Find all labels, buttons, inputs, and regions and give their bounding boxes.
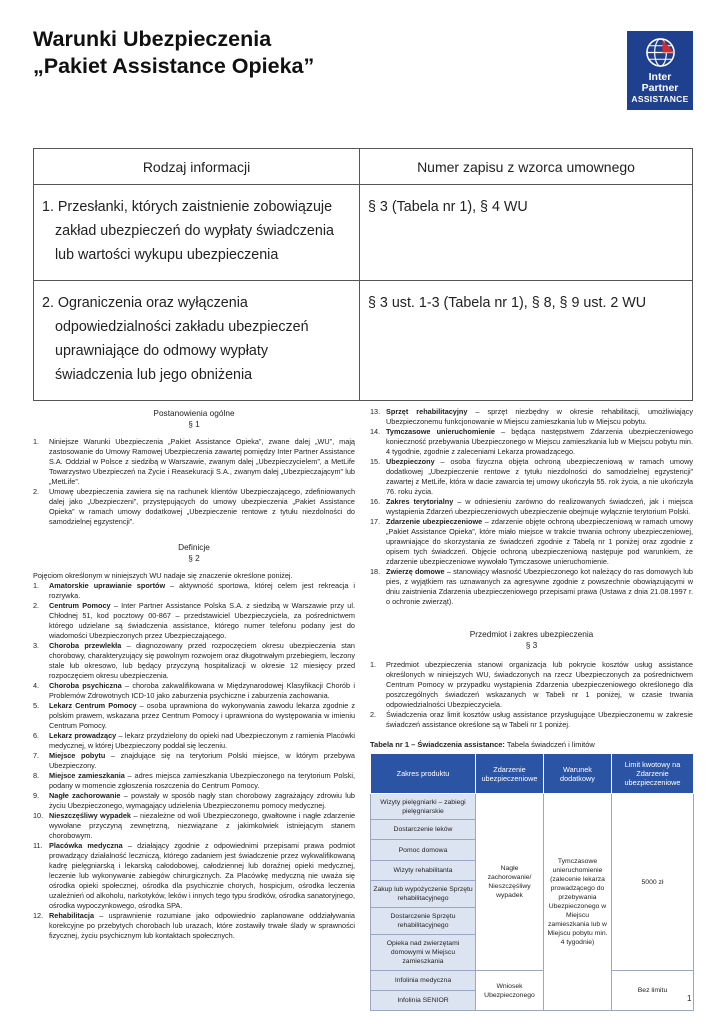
section-2-list bbox=[33, 581, 355, 941]
item-number: 13. bbox=[370, 407, 381, 416]
item-text: – niezależne od woli Ubezpieczonego, gwałtowne i nagłe zdarzenie wywołane przyczyną zewnętrzną, niezwiązane z jakimkolwiek istniejącym stanem chorobowym. bbox=[49, 811, 356, 840]
item-term: Tymczasowe unieruchomienie bbox=[386, 427, 495, 436]
item-number: 2. bbox=[33, 487, 40, 496]
item-term: Zwierzę domowe bbox=[386, 567, 445, 576]
item-term: Choroba przewlekła bbox=[49, 641, 122, 650]
list-item bbox=[33, 437, 355, 487]
list-item bbox=[33, 487, 355, 527]
benefits-header-cell: Zakres produktu bbox=[371, 754, 476, 794]
page-title bbox=[33, 26, 314, 80]
item-number: 4. bbox=[33, 681, 40, 690]
benefit-item: Infolinia SENIOR bbox=[371, 991, 476, 1011]
list-item bbox=[370, 497, 693, 517]
title-line-1: Warunki Ubezpieczenia bbox=[33, 27, 272, 51]
item-term: Centrum Pomocy bbox=[49, 601, 111, 610]
item-text: – Inter Partner Assistance Polska S.A. z siedzibą w Warszawie przy ul. Chłodnej 51, kod pocztowy 00-867 – przedstawiciel Ubezpieczyciela, za pośrednictwem którego udzielane są świadczenia assistance, którego numer telefonu podany jest do wiadomości Ubezpieczonych przez Ubezpieczającego. bbox=[49, 601, 355, 640]
item-number: 6. bbox=[33, 731, 40, 740]
section-2-title: Definicje bbox=[178, 542, 210, 552]
info-row bbox=[34, 185, 693, 281]
table-caption-bold: Tabela nr 1 – Świadczenia assistance: bbox=[370, 740, 505, 749]
item-text: – będąca następstwem Zdarzenia ubezpieczeniowego konieczność przebywania Ubezpieczonego w Miejscu zamieszkania lub w Miejscu pobytu min. 4 tygodnie, zgodnie z zaleceniami Lekarza prowadzącego. bbox=[386, 427, 694, 456]
table-caption-rest: Tabela świadczeń i limitów bbox=[504, 740, 595, 749]
inter-partner-logo bbox=[627, 31, 693, 110]
definitions-continued-list bbox=[370, 407, 693, 607]
item-number: 9. bbox=[33, 791, 40, 800]
item-number: 7. bbox=[33, 751, 40, 760]
info-row-type bbox=[34, 185, 360, 281]
info-line: lub wartości wykupu ubezpieczenia bbox=[55, 247, 279, 263]
info-line: odpowiedzialności zakładu ubezpieczeń bbox=[55, 319, 309, 335]
list-item bbox=[33, 771, 355, 791]
list-item bbox=[370, 427, 693, 457]
item-number: 17. bbox=[370, 517, 381, 526]
item-text: – aktywność sportowa, której celem jest rekreacja i rozrywka. bbox=[49, 581, 355, 600]
item-number: 1. bbox=[33, 581, 40, 590]
benefit-item: Infolinia medyczna bbox=[371, 971, 476, 991]
info-row-ref bbox=[360, 281, 693, 401]
item-term: Zdarzenie ubezpieczeniowe bbox=[386, 517, 483, 526]
benefit-limit: 5000 zł bbox=[612, 794, 694, 971]
list-item bbox=[370, 567, 693, 607]
info-row-ref bbox=[360, 185, 693, 281]
logo-text-assistance: ASSISTANCE bbox=[631, 94, 689, 104]
table-caption bbox=[370, 740, 595, 749]
info-line: 1. Przesłanki, których zaistnienie zobowiązuje bbox=[42, 199, 333, 215]
item-number: 2. bbox=[33, 601, 40, 610]
list-item bbox=[33, 841, 355, 911]
item-number: 5. bbox=[33, 701, 40, 710]
list-item bbox=[370, 517, 693, 567]
item-term: Miejsce pobytu bbox=[49, 751, 106, 760]
section-2-para: § 2 bbox=[188, 553, 200, 563]
benefit-item: Wizyty pielęgniarki – zabiegi pielęgniarskie bbox=[371, 794, 476, 820]
list-item bbox=[33, 701, 355, 731]
info-line: świadczenia lub jego obniżenia bbox=[55, 367, 253, 383]
left-column bbox=[33, 408, 355, 941]
list-item bbox=[33, 911, 355, 941]
item-number: 11. bbox=[33, 841, 43, 850]
item-text: – osoba uprawniona do wykonywania zawodu lekarza zgodnie z polskim prawem, wskazana przez Centrum Pomocy i uprawniona do występowania w imieniu Centrum Pomocy. bbox=[49, 701, 356, 730]
list-item bbox=[33, 751, 355, 771]
benefits-header-cell: Zdarzenie ubezpieczeniowe bbox=[476, 754, 544, 794]
info-ref-text: § 3 ust. 1-3 (Tabela nr 1), § 8, § 9 ust. 2 WU bbox=[368, 295, 647, 311]
item-text: Umowę ubezpieczenia zawiera się na rachunek klientów Ubezpieczającego, zdefiniowanych dalej jako „Ubezpieczeni”, przystępujących do umowy ubezpieczenia „Pakiet Assistance Opieka” w ramach umowy dodatkowej „Ubezpieczenie rentowe z tytułu niezdolności do samodzielnej egzystencji”. bbox=[49, 487, 355, 526]
benefit-item: Pomoc domowa bbox=[371, 840, 476, 861]
benefit-item: Dostarczenie Sprzętu rehabilitacyjnego bbox=[371, 908, 476, 935]
right-column bbox=[370, 407, 693, 730]
benefits-row bbox=[371, 971, 694, 991]
item-text: – choroba zakwalifikowana w Międzynarodowej Klasyfikacji Chorób i Problemów Zdrowotnych ICD-10 jako zaburzenia psychiczne i zaburzenia zachowania. bbox=[49, 681, 355, 700]
benefits-table bbox=[370, 753, 694, 1011]
item-number: 14. bbox=[370, 427, 381, 436]
list-item bbox=[370, 660, 693, 710]
item-number: 1. bbox=[370, 660, 377, 669]
list-item bbox=[370, 457, 693, 497]
info-header-type: Rodzaj informacji bbox=[34, 149, 360, 185]
info-row-type bbox=[34, 281, 360, 401]
item-text: – stanowiący własność Ubezpieczonego kot należący do ras domowych lub pies, z wyjątkiem ras uznawanych za agresywne zgodnie z powszechnie obowiązującymi w dniu zaistnienia Zdarzenia ubezpieczeniowego przepisami prawa (Ustawa z dnia 21.08.1997 r. o ochronie zwierząt). bbox=[386, 567, 693, 606]
section-1-list bbox=[33, 437, 355, 527]
item-text: Przedmiot ubezpieczenia stanowi organizacja lub pokrycie kosztów usług assistance określonych w niniejszych WU, świadczonych na rzecz Ubezpieczonych za pośrednictwem Centrum Pomocy w przypadku wystąpienia Zdarzenia ubezpieczeniowego określonego dla poszczególnych świadczeń wskazanych w Tabeli nr 1 poniżej, w czasie trwania odpowiedzialności Ubezpieczyciela. bbox=[386, 660, 693, 709]
logo-text-inter: Inter bbox=[648, 71, 672, 83]
title-line-2: „Pakiet Assistance Opieka” bbox=[33, 54, 315, 78]
benefit-item: Dostarczenie leków bbox=[371, 820, 476, 840]
benefit-limit: Bez limitu bbox=[612, 971, 694, 1011]
info-line: zakład ubezpieczeń do wypłaty świadczenia bbox=[55, 223, 334, 239]
info-table bbox=[33, 148, 693, 401]
item-number: 1. bbox=[33, 437, 40, 446]
benefits-row bbox=[371, 794, 694, 820]
item-text: – działający zgodnie z odpowiednimi przepisami prawa podmiot prowadzący działalność leczniczą, którego zadaniem jest świadczenie przez wykwalifikowaną kadrę pielęgniarską i lekarską całodobowej, całodziennej lub doraźnej opieki medycznej, leczenie lub wykonywanie zabiegów chirurgicznych. Za Placówkę medyczną nie uważa się ośrodka opieki społecznej, ośrodka dla psychicznie chorych, hospicjum, ośrodka leczenia uzależnień od alkoholu, narkotyków, leków i innych tego typu środków, ośrodka sanatoryjnego, ośrodka wypoczynkowego, ośrodka SPA. bbox=[49, 841, 355, 910]
item-text: Świadczenia oraz limit kosztów usług assistance przysługujące Ubezpieczonemu w zakresie świadczeń assistance określone są w Tabeli nr 1 poniżej. bbox=[386, 710, 693, 729]
item-number: 3. bbox=[33, 641, 40, 650]
item-term: Lekarz Centrum Pomocy bbox=[49, 701, 137, 710]
info-header-ref: Numer zapisu z wzorca umownego bbox=[360, 149, 693, 185]
item-term: Miejsce zamieszkania bbox=[49, 771, 125, 780]
section-3-para: § 3 bbox=[525, 640, 538, 650]
benefit-condition: Tymczasowe unieruchomienie (zalecenie lekarza prowadzącego do przebywania Ubezpieczonego w Miejscu zamieszkania lub w Miejscu pobytu min. 4 tygodnie) bbox=[544, 794, 612, 1011]
item-term: Lekarz prowadzący bbox=[49, 731, 117, 740]
item-text: – znajdujące się na terytorium Polski miejsce, w którym przebywa Ubezpieczony. bbox=[49, 751, 355, 770]
list-item bbox=[33, 811, 355, 841]
item-text: – lekarz przydzielony do opieki nad Ubezpieczonym z ramienia Placówki medycznej, w której Ubezpieczony poddał się leczeniu. bbox=[49, 731, 356, 750]
item-term: Ubezpieczony bbox=[386, 457, 435, 466]
benefits-header-row bbox=[371, 754, 694, 794]
item-text: – osoba fizyczna objęta ochroną ubezpieczeniową w ramach umowy dodatkowej „Ubezpieczenie rentowe z tytułu niezdolności do samodzielnej egzystencji” zawartej z MetLife, która w dacie zawarcia tej umowy ukończyła 55. rok życia, a nie ukończyła 76. roku życia. bbox=[386, 457, 693, 496]
info-line: 2. Ograniczenia oraz wyłączenia bbox=[42, 295, 248, 311]
item-number: 12. bbox=[33, 911, 44, 920]
benefit-item: Wizyty rehabilitanta bbox=[371, 861, 476, 881]
item-term: Nieszczęśliwy wypadek bbox=[49, 811, 131, 820]
item-number: 8. bbox=[33, 771, 40, 780]
info-line: uprawniające do odmowy wypłaty bbox=[55, 343, 268, 359]
item-text: Niniejsze Warunki Ubezpieczenia „Pakiet Assistance Opieka”, zwane dalej „WU”, mają zastosowanie do Umowy Ramowej Ubezpieczenia zawartej pomiędzy Inter Partner Assistance S.A. Oddział w Polsce z siedzibą w Warszawie, zwanym dalej „Ubezpieczycielem”, a MetLife Towarzystwo Ubezpieczeń na Życie i Reasekuracji S.A., zwanym dalej „Ubezpieczającym” lub „MetLife”. bbox=[49, 437, 355, 486]
benefit-item: Zakup lub wypożyczenie Sprzętu rehabilitacyjnego bbox=[371, 881, 476, 908]
benefits-header-cell: Warunek dodatkowy bbox=[544, 754, 612, 794]
item-number: 2. bbox=[370, 710, 377, 719]
item-term: Nagłe zachorowanie bbox=[49, 791, 121, 800]
page-number: 1 bbox=[687, 994, 692, 1003]
benefit-event: Nagłe zachorowanie/ Nieszczęśliwy wypadek bbox=[476, 794, 544, 971]
benefit-item: Opieka nad zwierzętami domowymi w Miejscu zamieszkania bbox=[371, 935, 476, 971]
section-1-title: Postanowienia ogólne bbox=[153, 408, 235, 418]
item-text: – powstały w sposób nagły stan chorobowy zagrażający zdrowiu lub życiu Ubezpieczonego, wymagający udzielenia Ubezpieczonemu pomocy medycznej. bbox=[49, 791, 355, 810]
item-term: Choroba psychiczna bbox=[49, 681, 122, 690]
item-number: 15. bbox=[370, 457, 381, 466]
item-term: Placówka medyczna bbox=[49, 841, 123, 850]
section-2-intro: Pojęciom określonym w niniejszych WU nadaje się znaczenie określone poniżej. bbox=[33, 571, 293, 580]
benefit-event: Wniosek Ubezpieczonego bbox=[476, 971, 544, 1011]
item-text: – diagnozowany przed rozpoczęciem okresu ubezpieczenia stan chorobowy, charakteryzujący się powolnym rozwojem oraz długotrwałym przebiegiem, leczony stale lub okresowo, lub będący przyczyną hospitalizacji w okresie 12 miesięcy przed rozpoczęciem okresu ubezpieczenia. bbox=[49, 641, 355, 680]
item-term: Amatorskie uprawianie sportów bbox=[49, 581, 166, 590]
section-3-list bbox=[370, 660, 693, 730]
info-row bbox=[34, 281, 693, 401]
item-term: Sprzęt rehabilitacyjny bbox=[386, 407, 468, 416]
list-item bbox=[33, 681, 355, 701]
info-ref-text: § 3 (Tabela nr 1), § 4 WU bbox=[368, 199, 528, 215]
item-text: – usprawnienie rozumiane jako odpowiednio zaplanowane oddziaływania korekcyjne po przebytych chorobach lub urazach, które zostawiły trwałe ślady w sprawności fizycznej, życiu psychicznym lub kontaktach społecznych. bbox=[49, 911, 355, 940]
item-text: – sprzęt niezbędny w okresie rehabilitacji, umożliwiający Ubezpieczonemu funkcjonowanie w Miejscu zamieszkania lub w Miejscu pobytu. bbox=[386, 407, 693, 426]
section-1-para: § 1 bbox=[188, 419, 200, 429]
list-item bbox=[33, 641, 355, 681]
benefits-header-cell: Limit kwotowy na Zdarzenie ubezpieczeniowe bbox=[612, 754, 694, 794]
list-item bbox=[33, 601, 355, 641]
info-table-header bbox=[34, 149, 693, 185]
globe-icon bbox=[645, 37, 676, 68]
list-item bbox=[33, 791, 355, 811]
item-text: – zdarzenie objęte ochroną ubezpieczeniową w ramach umowy „Pakiet Assistance Opieka”, które miało miejsce w trakcie trwania ochrony ubezpieczeniowej, uprawniające do skorzystania ze świadczeń zgodnie z Tabelą nr 1 poniżej oraz zgodnie z opisem tych świadczeń. Objęcie ochroną ubezpieczeniową następuje pod warunkiem, że zdarzenie ubezpieczeniowe wywołało Tymczasowe unieruchomienie. bbox=[386, 517, 693, 566]
item-number: 16. bbox=[370, 497, 381, 506]
item-number: 18. bbox=[370, 567, 381, 576]
list-item bbox=[33, 581, 355, 601]
item-term: Rehabilitacja bbox=[49, 911, 95, 920]
item-number: 10. bbox=[33, 811, 44, 820]
list-item bbox=[370, 407, 693, 427]
logo-text-partner: Partner bbox=[641, 82, 679, 94]
item-term: Zakres terytorialny bbox=[386, 497, 454, 506]
list-item bbox=[370, 710, 693, 730]
item-text: – w odniesieniu zarówno do realizowanych świadczeń, jak i miejsca wystąpienia Zdarzeń ubezpieczeniowych ubezpieczenie obejmuje wyłącznie terytorium Polski. bbox=[386, 497, 693, 516]
item-text: – adres miejsca zamieszkania Ubezpieczonego na terytorium Polski, podany w momencie zgłoszenia roszczenia do Centrum Pomocy. bbox=[49, 771, 355, 790]
section-3-title: Przedmiot i zakres ubezpieczenia bbox=[469, 629, 594, 639]
list-item bbox=[33, 731, 355, 751]
